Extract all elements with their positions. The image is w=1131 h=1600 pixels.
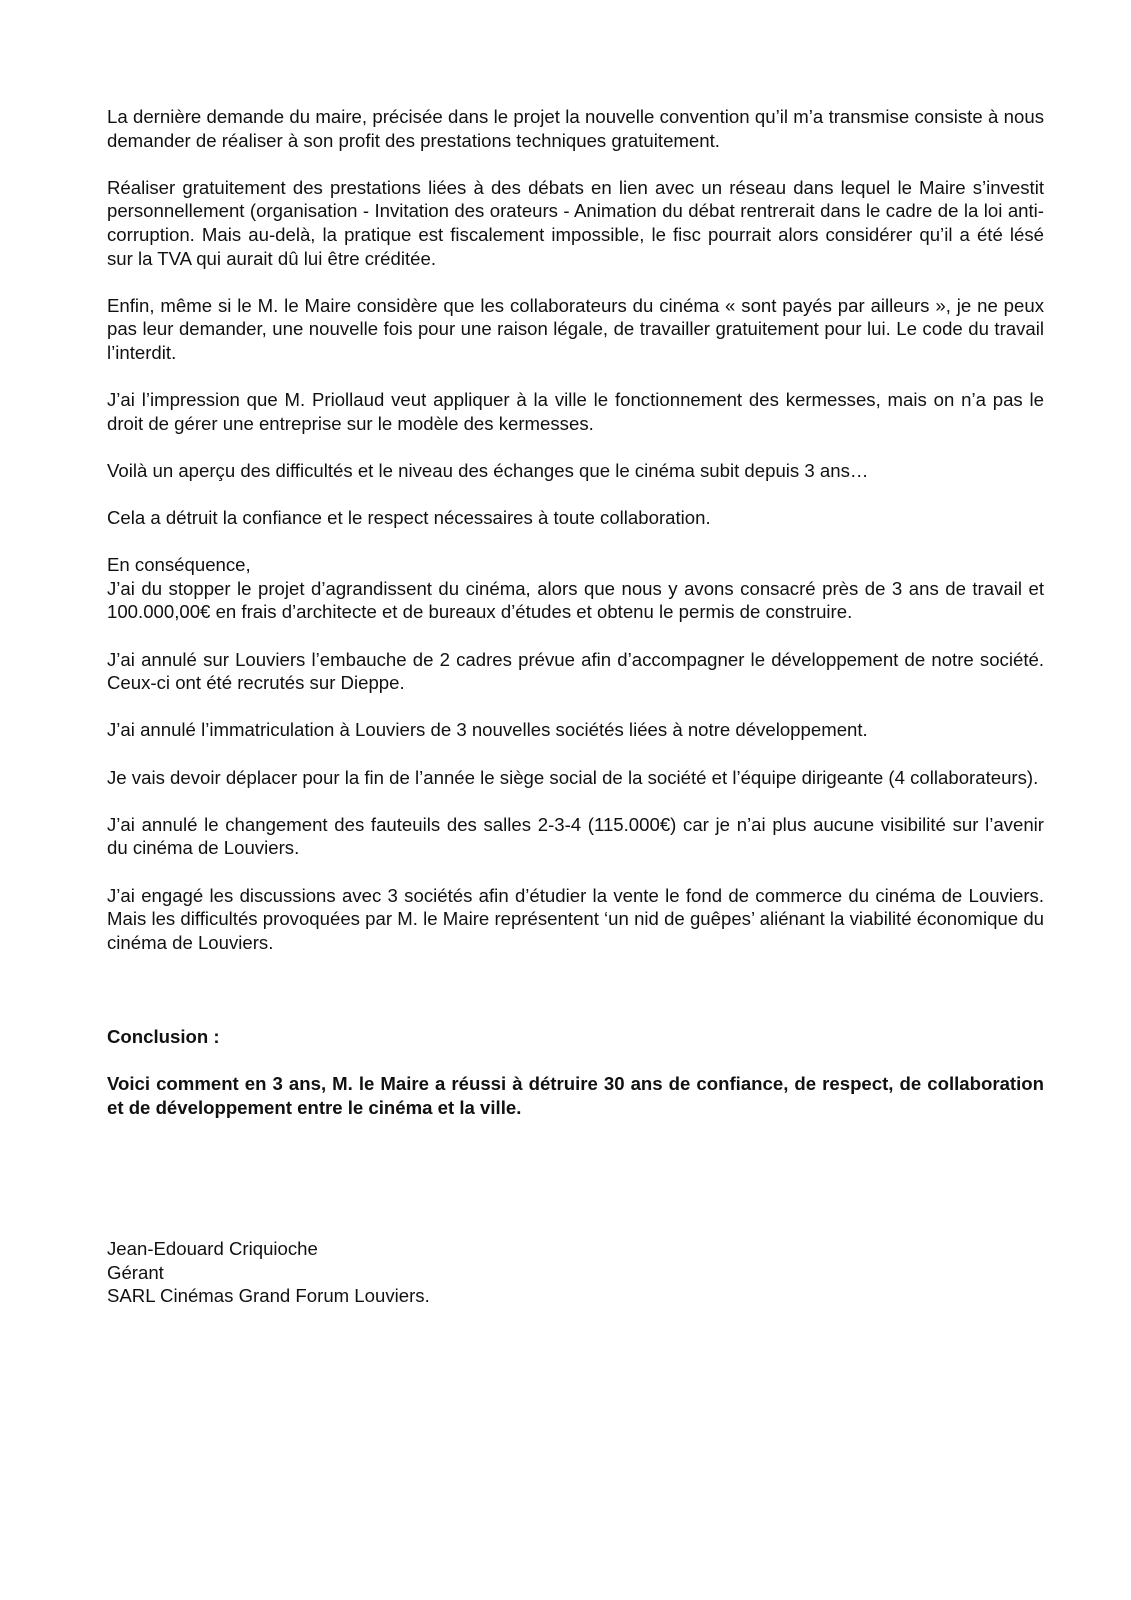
signature-company: SARL Cinémas Grand Forum Louviers. [107, 1285, 430, 1307]
paragraph-collaborateurs: Enfin, même si le M. le Maire considère que les collaborateurs du cinéma « sont payés par ailleurs », je ne peux pas leur demander, une nouvelle fois pour une raison légale, de travailler gratuitement pour lui. Le code du travail l’interdit. [107, 294, 1044, 363]
paragraph-immatriculation: J’ai annulé l’immatriculation à Louviers de 3 nouvelles sociétés liées à notre développement. [107, 719, 868, 741]
paragraph-apercu: Voilà un aperçu des difficultés et le niveau des échanges que le cinéma subit depuis 3 ans… [107, 459, 869, 481]
paragraph-kermesses: J’ai l’impression que M. Priollaud veut appliquer à la ville le fonctionnement des kermesses, mais on n’a pas le droit de gérer une entreprise sur le modèle des kermesses. [107, 389, 1044, 434]
paragraph-siege-social: Je vais devoir déplacer pour la fin de l’année le siège social de la société et l’équipe dirigeante (4 collaborateurs). [107, 766, 1039, 788]
signature-block [107, 1237, 1044, 1308]
signature-name: Jean-Edouard Criquioche [107, 1237, 318, 1259]
paragraph-convention: La dernière demande du maire, précisée dans le projet la nouvelle convention qu’il m’a transmise consiste à nous demander de réaliser à son profit des prestations techniques gratuitement. [107, 106, 1044, 151]
spacer [107, 978, 1044, 1025]
letter-body [107, 105, 1044, 1308]
consequence-text: J’ai du stopper le projet d’agrandissent du cinéma, alors que nous y avons consacré près de 3 ans de travail et 100.000,00€ en frais d’architecte et de bureaux d’études et obtenu le permis de construire. [107, 577, 1044, 623]
conclusion-text: Voici comment en 3 ans, M. le Maire a réussi à détruire 30 ans de confiance, de respect, de collaboration et de développement entre le cinéma et la ville. [107, 1073, 1044, 1118]
paragraph-embauche: J’ai annulé sur Louviers l’embauche de 2 cadres prévue afin d’accompagner le développement de notre société. Ceux-ci ont été recrutés sur Dieppe. [107, 648, 1044, 694]
paragraph-consequence [107, 553, 1044, 624]
paragraph-prestations: Réaliser gratuitement des prestations liées à des débats en lien avec un réseau dans lequel le Maire s’investit personnellement (organisation - Invitation des orateurs - Animation du débat rentrerait dans le cadre de la loi anti-corruption. Mais au-delà, la pratique est fiscalement impossible, le fisc pourrait alors considérer qu’il a été lésé sur la TVA qui aurait dû lui être créditée. [107, 176, 1044, 269]
consequence-heading: En conséquence, [107, 554, 251, 576]
paragraph-fauteuils: J’ai annulé le changement des fauteuils des salles 2-3-4 (115.000€) car je n’ai plus aucune visibilité sur l’avenir du cinéma de Louviers. [107, 813, 1044, 859]
paragraph-vente: J’ai engagé les discussions avec 3 sociétés afin d’étudier la vente le fond de commerce du cinéma de Louviers. Mais les difficultés provoquées par M. le Maire représentent ‘un nid de guêpes’ aliénant la viabilité économique du cinéma de Louviers. [107, 884, 1044, 953]
conclusion-heading: Conclusion : [107, 1025, 220, 1047]
signature-title: Gérant [107, 1261, 164, 1283]
spacer [107, 1143, 1044, 1237]
paragraph-confiance: Cela a détruit la confiance et le respect nécessaires à toute collaboration. [107, 507, 711, 529]
